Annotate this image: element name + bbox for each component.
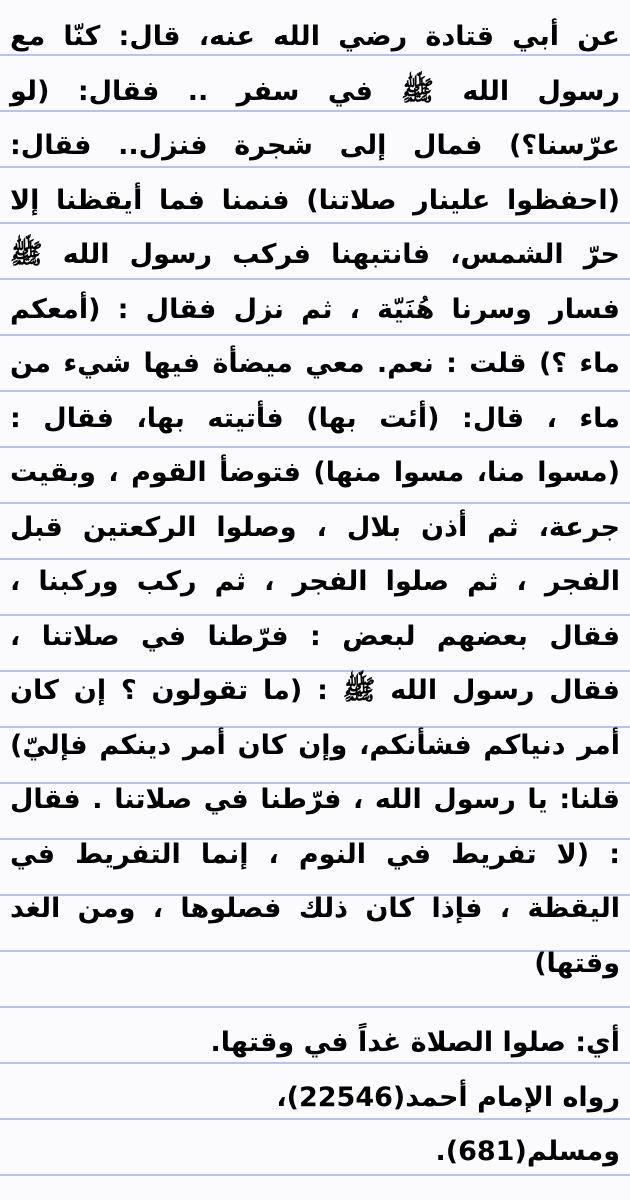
source-line-ahmad: رواه الإمام أحمد(22546)، (276, 1081, 620, 1113)
explanation-line: أي: صلوا الصلاة غداً في وقتها. (210, 1027, 620, 1058)
hadith-text (10, 10, 620, 991)
hadith-narration: عن أبي قتادة رضي الله عنه، قال: كنّا مع رسول الله ﷺ في سفر .. فقال: (لو عرّسنا؟) فمال إلى شجرة فنزل.. فقال: (احفظوا علينار صلاتنا) فنمنا فما أيقظنا إلا حرّ الشمس، فانتبهنا فركب رسول الله ﷺ فسار وسرنا هُنَيّة ، ثم نزل فقال : (أمعكم ماء ؟) قلت : نعم. معي ميضأة فيها شيء من ماء ، قال: (أئت بها) فأتيته بها، فقال : (مسوا منا، مسوا منها) فتوضأ القوم ، وبقيت جرعة، ثم أذن بلال ، وصلوا الركعتين قبل الفجر ، ثم صلوا الفجر ، ثم ركب وركبنا ، فقال بعضهم لبعض : فرّطنا في صلاتنا ، فقال رسول الله ﷺ : (ما تقولون ؟ إن كان أمر دنياكم فشأنكم، وإن كان أمر دينكم فإليّ) قلنا: يا رسول الله ، فرّطنا في صلاتنا . فقال : (لا تفريط في النوم ، إنما التفريط في اليقظة ، فإذا كان ذلك فصلوها ، ومن الغد وقتها) (10, 21, 620, 979)
source-line-muslim: ومسلم(681). (435, 1136, 620, 1167)
hadith-footer (10, 1016, 620, 1180)
